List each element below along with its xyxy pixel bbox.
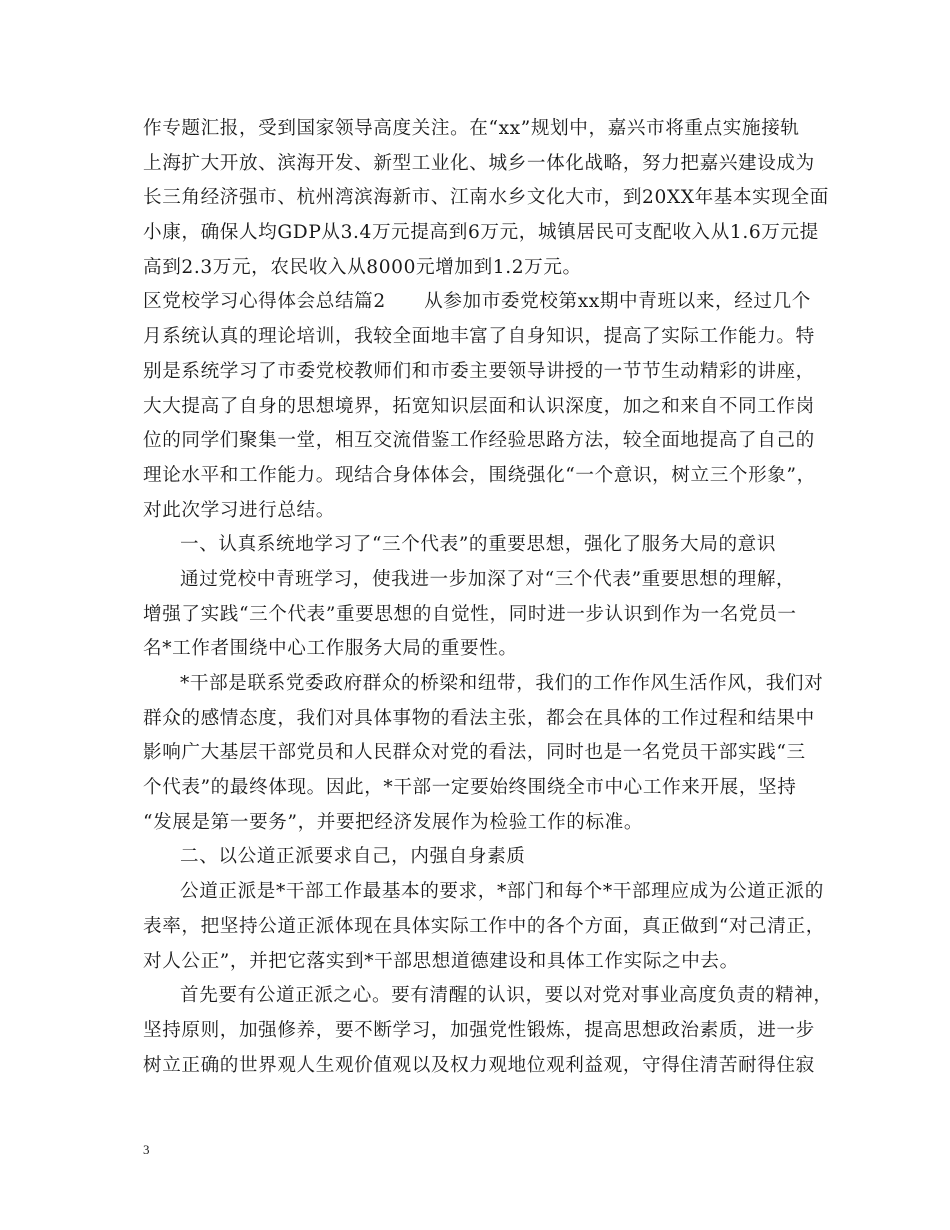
text-line: 首先要有公道正派之心。要有清醒的认识，要以对党对事业高度负责的精神，	[180, 985, 833, 1007]
text-line: 上海扩大开放、滨海开发、新型工业化、城乡一体化战略，努力把嘉兴建设成为	[143, 152, 815, 174]
text-line: 别是系统学习了市委党校教师们和市委主要领导讲授的一节节生动精彩的讲座，	[143, 360, 815, 382]
text-line: 对人公正”，并把它落实到*干部思想道德建设和具体工作实际之中去。	[143, 950, 739, 972]
document-body	[143, 112, 833, 1083]
text-line: 表率，把坚持公道正派体现在具体实际工作中的各个方面，真正做到“对己清正，	[143, 915, 825, 937]
text-line: 理论水平和工作能力。现结合身体体会，围绕强化“一个意识，树立三个形象”，	[143, 464, 816, 486]
text-line: “发展是第一要务”，并要把经济发展作为检验工作的标准。	[143, 811, 644, 833]
text-line: 作专题汇报，受到国家领导高度关注。在“xx”规划中，嘉兴市将重点实施接轨	[143, 118, 800, 139]
text-line: 长三角经济强市、杭州湾滨海新市、江南水乡文化大市，到20XX年基本实现全面	[143, 187, 829, 209]
text-line: 小康，确保人均GDP从3.4万元提高到6万元，城镇居民可支配收入从1.6万元提	[143, 222, 819, 244]
text-line: 月系统认真的理论培训，我较全面地丰富了自身知识，提高了实际工作能力。特	[143, 326, 815, 348]
text-line: 二、以公道正派要求自己，内强自身素质	[180, 846, 526, 868]
text-line: 树立正确的世界观人生观价值观以及权力观地位观利益观，守得住清苦耐得住寂	[143, 1054, 815, 1076]
text-line: 通过党校中青班学习，使我进一步加深了对“三个代表”重要思想的理解，	[180, 568, 796, 590]
text-line: 一、认真系统地学习了“三个代表”的重要思想，强化了服务大局的意识	[180, 534, 777, 556]
text-line: 对此次学习进行总结。	[143, 499, 335, 521]
text-line: 增强了实践“三个代表”重要思想的自觉性，同时进一步认识到作为一名党员一	[143, 603, 797, 625]
text-line: 大大提高了自身的思想境界，拓宽知识层面和认识深度，加之和来自不同工作岗	[143, 395, 815, 417]
text-line: 位的同学们聚集一堂，相互交流借鉴工作经验思路方法，较全面地提高了自己的	[143, 430, 815, 452]
text-line: 公道正派是*干部工作最基本的要求，*部门和每个*干部理应成为公道正派的	[180, 881, 824, 903]
text-line: 高到2.3万元，农民收入从8000元增加到1.2万元。	[143, 256, 582, 278]
text-line: 区党校学习心得体会总结篇2 从参加市委党校第xx期中青班以来，经过几个	[143, 291, 811, 313]
page-number: 3	[143, 1142, 150, 1157]
text-line: *干部是联系党委政府群众的桥梁和纽带，我们的工作作风生活作风，我们对	[180, 673, 824, 694]
text-line: 个代表”的最终体现。因此，*干部一定要始终围绕全市中心工作来开展，坚持	[143, 777, 797, 799]
text-line: 名*工作者围绕中心工作服务大局的重要性。	[143, 638, 518, 660]
text-line: 群众的感情态度，我们对具体事物的看法主张，都会在具体的工作过程和结果中	[143, 707, 815, 729]
text-line: 影响广大基层干部党员和人民群众对党的看法，同时也是一名党员干部实践“三	[143, 742, 806, 764]
text-line: 坚持原则，加强修养，要不断学习，加强党性锻炼，提高思想政治素质，进一步	[143, 1019, 815, 1041]
